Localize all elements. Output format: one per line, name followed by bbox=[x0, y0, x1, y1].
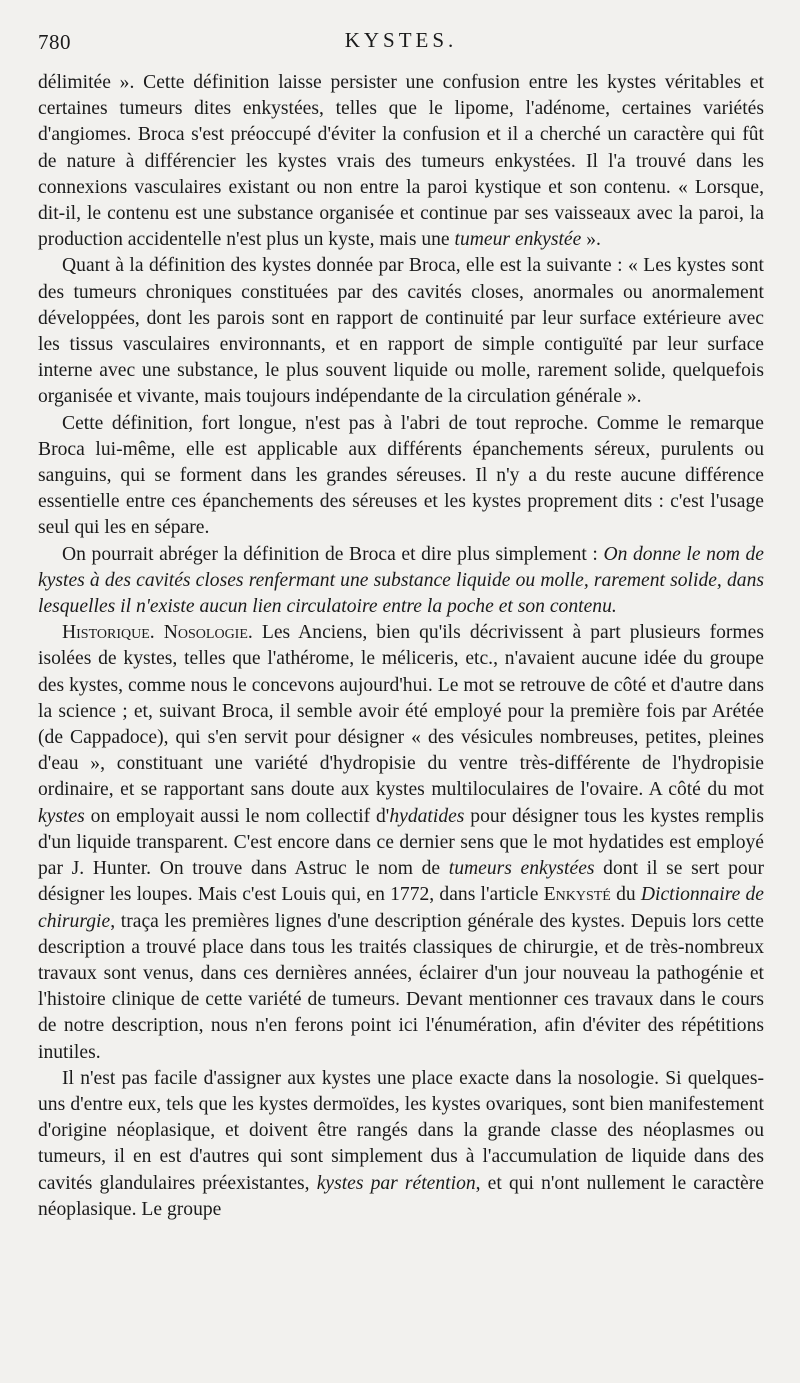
italic-text: kystes bbox=[38, 805, 85, 827]
text-run: dont il se sert pour désigner les loupes. Mais c'est Louis qui, en 1772, dans l'article bbox=[38, 858, 765, 906]
page-header bbox=[38, 0, 764, 70]
paragraph-p5 bbox=[38, 620, 764, 1065]
paragraph-p4 bbox=[38, 542, 764, 621]
text-run: ». bbox=[581, 229, 601, 251]
text-run: , traça les premières lignes d'une description générale des kystes. Depuis lors cette description a trouvé place dans tous les traités classiques de chirurgie, et de très-nombreux travaux sont venus, dans ces dernières années, éclairer d'un jour nouveau la pathogénie et l'histoire clinique de cette variété de tumeurs. Devant mentionner ces travaux dans le cours de notre description, nous n'en ferons point ici l'énumération, afin d'éviter des répétitions inutiles. bbox=[38, 910, 764, 1063]
text-run: On pourrait abréger la définition de Broca et dire plus simplement : bbox=[62, 543, 604, 565]
italic-text: tumeurs enkystées bbox=[448, 858, 595, 880]
italic-text: Dictionnaire de chirurgie bbox=[38, 884, 764, 932]
page-body bbox=[38, 70, 764, 1223]
text-run: Cette définition, fort longue, n'est pas à l'abri de tout reproche. Comme le remarque Broca lui-même, elle est applicable aux différents épanchements séreux, purulents ou sanguins, qui se forment dans les grandes séreuses. Il n'y a du reste aucune différence essentielle entre ces épanchements des séreuses et les kystes proprement dits : c'est l'usage seul qui les en sépare. bbox=[38, 412, 764, 539]
text-run: Les Anciens, bien qu'ils décrivissent à part plusieurs formes isolées de kystes, telles que l'athérome, le méliceris, etc., n'avaient aucune idée du groupe des kystes, comme nous le concevons aujourd'hui. Le mot se retrouve de côté et d'autre dans la science ; et, suivant Broca, il semble avoir été employé pour la première fois par Arétée (de Cappadoce), qui s'en servit pour désigner « des vésicules nombreuses, petites, pleines d'eau », constituant une variété d'hydropisie du ventre très-différente de l'hydropisie ordinaire, et se rapportant sans doute aux kystes multiloculaires de l'ovaire. A côté du mot bbox=[38, 622, 764, 801]
text-run: Il n'est pas facile d'assigner aux kystes une place exacte dans la nosologie. Si quelques-uns d'entre eux, tels que les kystes dermoïdes, les kystes ovariques, sont bien manifestement d'origine néoplasique, et doivent être rangés dans la grande classe des néoplasmes ou tumeurs, il en est d'autres qui sont simplement dus à l'accumulation de liquide dans des cavités glandulaires préexistantes, bbox=[38, 1067, 764, 1194]
paragraph-p6 bbox=[38, 1066, 764, 1223]
italic-text: On donne le nom de kystes à des cavités closes renfermant une substance liquide ou molle, rarement solide, dans lesquelles il n'existe aucun lien circulatoire entre la poche et son contenu. bbox=[38, 543, 764, 618]
paragraph-p1 bbox=[38, 70, 764, 253]
smallcaps-heading: Historique. Nosologie. bbox=[62, 622, 253, 644]
page-number: 780 bbox=[38, 30, 71, 54]
italic-text: hydatides bbox=[389, 805, 465, 827]
smallcaps-heading: Enkysté bbox=[543, 884, 611, 906]
text-run: Quant à la définition des kystes donnée par Broca, elle est la suivante : « Les kystes sont des tumeurs chroniques constituées par des cavités closes, anormales ou anormalement développées, dont les parois sont en rapport de continuité par leur surface extérieure avec les tissus vasculaires environnants, et en rapport de simple contiguïté par leur surface interne avec une substance, le plus souvent liquide ou molle, rarement solide, quelquefois organisée et vivante, mais toujours indépendante de la circulation générale ». bbox=[38, 255, 764, 408]
text-run: du bbox=[610, 884, 641, 906]
text-run: , et qui n'ont nullement le caractère néoplasique. Le groupe bbox=[38, 1172, 764, 1220]
text-run: pour désigner tous les kystes remplis d'un liquide transparent. C'est encore dans ce dernier sens que le mot hydatides est employé par J. Hunter. On trouve dans Astruc le nom de bbox=[38, 805, 764, 880]
italic-text: tumeur enkystée bbox=[454, 229, 582, 251]
text-run: délimitée ». Cette définition laisse persister une confusion entre les kystes véritables et certaines tumeurs dites enkystées, telles que le lipome, l'adénome, certaines variétés d'angiomes. Broca s'est préoccupé d'éviter la confusion et il a cherché un caractère qui fût de nature à différencier les kystes vrais des tumeurs enkystées. Il l'a trouvé dans les connexions vasculaires existant ou non entre la paroi kystique et son contenu. « Lorsque, dit-il, le contenu est une substance organisée et continue par ses vaisseaux avec la paroi, la production accidentelle n'est plus un kyste, mais une bbox=[38, 72, 764, 251]
paragraph-p2 bbox=[38, 253, 764, 410]
text-run: on employait aussi le nom collectif d' bbox=[84, 805, 390, 827]
running-title: KYSTES. bbox=[344, 28, 458, 52]
italic-text: kystes par rétention bbox=[316, 1172, 476, 1194]
paragraph-p3 bbox=[38, 411, 764, 542]
